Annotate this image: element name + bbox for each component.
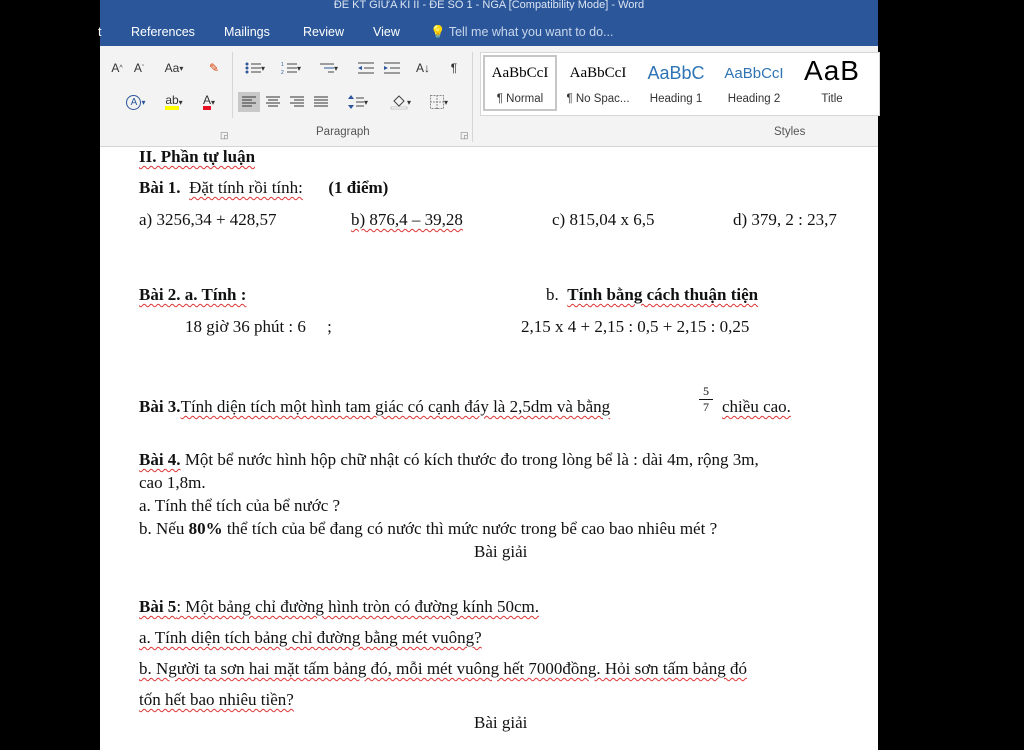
borders-button[interactable]: ▾ (422, 92, 456, 112)
bai1-a: a) 3256,34 + 428,57 (139, 210, 277, 229)
word-window (100, 0, 878, 750)
lightbulb-icon: 💡 (430, 25, 446, 39)
bai1-heading: Bài 1. Đặt tính rồi tính: (1 điểm) (139, 178, 389, 197)
align-right-icon (290, 96, 304, 108)
sort-button[interactable]: A↓ (415, 61, 430, 75)
bai3-suffix: chiều cao. (722, 397, 791, 416)
style-no-spacing[interactable]: AaBbCcI ¶ No Spac... (566, 65, 630, 105)
group-divider (232, 52, 233, 118)
align-center-icon (266, 96, 280, 108)
bai4-b: b. Nếu 80% thể tích của bể đang có nước thì mức nước trong bể cao bao nhiêu mét ? (139, 519, 718, 538)
change-case-button[interactable]: Aa ▾ (164, 61, 184, 75)
grow-font-button[interactable]: A ^ (111, 61, 123, 75)
justify-button[interactable] (310, 92, 332, 112)
group-divider (472, 52, 473, 142)
bai5-b: b. Người ta sơn hai mặt tấm bảng đó, mỗi mét vuông hết 7000đồng. Hỏi sơn tấm bảng đó (139, 659, 747, 678)
bai4-line2: cao 1,8m. (139, 473, 206, 492)
bai5-heading: Bài 5: Một bảng chỉ đường hình tròn có đường kính 50cm. (139, 597, 539, 616)
line-spacing-button[interactable]: ▾ (342, 92, 374, 112)
styles-group-label: Styles (774, 126, 806, 138)
style-heading-2[interactable]: AaBbCcI Heading 2 (724, 65, 784, 105)
bai2-expr-a: 18 giờ 36 phút : 6 ; (185, 317, 332, 336)
bai3-line: Bài 3.Tính diện tích một hình tam giác có cạnh đáy là 2,5dm và bằng (139, 397, 611, 416)
font-color-button[interactable]: A ▾ (194, 92, 224, 112)
bai1-b: b) 876,4 – 39,28 (351, 210, 463, 229)
paragraph-group-label: Paragraph (316, 126, 370, 138)
tab-view[interactable]: View (373, 25, 400, 39)
bai2-b-heading: b. Tính bằng cách thuận tiện (546, 285, 759, 304)
tab-references[interactable]: References (131, 25, 195, 39)
bai2-expr-b: 2,15 x 4 + 2,15 : 0,5 + 2,15 : 0,25 (521, 317, 750, 336)
style-heading-1[interactable]: AaBbC Heading 1 (647, 63, 705, 105)
section-title: II. Phần tự luận (139, 147, 256, 166)
tab-review[interactable]: Review (303, 25, 344, 39)
title-bar: ĐỀ KT GIỮA KÌ II - ĐỀ SỐ 1 - NGA [Compatibility Mode] - Word (100, 0, 878, 18)
clear-formatting-icon[interactable]: ✎ (208, 61, 220, 75)
multilevel-list-button[interactable]: ▾ (310, 58, 346, 78)
paint-bucket-icon (391, 95, 407, 109)
tell-me-box[interactable] (430, 25, 614, 40)
tell-me-text: Tell me what you want to do... (448, 25, 614, 39)
numbering-button[interactable]: 1 2 ▾ (280, 62, 301, 76)
bai5-solution: Bài giải (474, 713, 528, 732)
bai5-b2: tốn hết bao nhiêu tiền? (139, 690, 294, 709)
numbering-icon (281, 61, 297, 75)
multilevel-list-icon (318, 61, 334, 75)
increase-indent-button[interactable] (380, 58, 404, 78)
fraction-denominator: 7 (703, 400, 709, 414)
document-page[interactable] (100, 147, 878, 750)
ribbon-tab-bar (100, 18, 878, 46)
fraction-five-sevenths (699, 385, 713, 414)
highlight-button[interactable]: ab ▾ (158, 92, 190, 112)
bai4-a: a. Tính thể tích của bể nước ? (139, 496, 341, 515)
increase-indent-icon (384, 61, 400, 75)
borders-icon (430, 95, 444, 109)
shrink-font-button[interactable]: A ˇ (133, 61, 145, 75)
svg-text:2: 2 (280, 70, 284, 76)
style-title[interactable]: AaB Title (804, 55, 860, 105)
bai4-line1: Bài 4. Một bể nước hình hộp chữ nhật có kích thước đo trong lòng bể là : dài 4m, rộng 3m, (139, 450, 759, 469)
shading-button[interactable]: ▾ (384, 92, 418, 112)
ribbon (100, 46, 878, 147)
align-left-button[interactable] (238, 92, 260, 112)
bai5-a: a. Tính diện tích bảng chỉ đường bằng mét vuông? (139, 628, 482, 647)
bullets-button[interactable]: ▾ (238, 58, 272, 78)
justify-icon (314, 96, 328, 108)
fraction-numerator: 5 (703, 384, 709, 398)
show-formatting-button[interactable]: ¶ (450, 61, 458, 75)
align-right-button[interactable] (286, 92, 308, 112)
bullets-icon (245, 61, 261, 75)
line-spacing-icon (348, 95, 364, 109)
align-left-icon (242, 96, 256, 108)
bai1-d: d) 379, 2 : 23,7 (733, 210, 837, 229)
align-center-button[interactable] (262, 92, 284, 112)
bai4-solution: Bài giải (474, 542, 528, 561)
tab-partial[interactable]: t (98, 25, 102, 39)
bai2-heading: Bài 2. a. Tính : (139, 285, 247, 304)
styles-gallery (480, 52, 880, 116)
text-effects-button[interactable]: A ▾ (120, 92, 152, 112)
tab-mailings[interactable]: Mailings (224, 25, 270, 39)
decrease-indent-icon (358, 61, 374, 75)
bai1-c: c) 815,04 x 6,5 (552, 210, 655, 229)
decrease-indent-button[interactable] (354, 58, 378, 78)
svg-text:1: 1 (280, 62, 284, 68)
font-dialog-launcher-icon[interactable]: ◲ (220, 130, 229, 140)
style-normal[interactable]: AaBbCcI ¶ Normal (481, 53, 559, 113)
paragraph-dialog-launcher-icon[interactable]: ◲ (460, 130, 469, 140)
